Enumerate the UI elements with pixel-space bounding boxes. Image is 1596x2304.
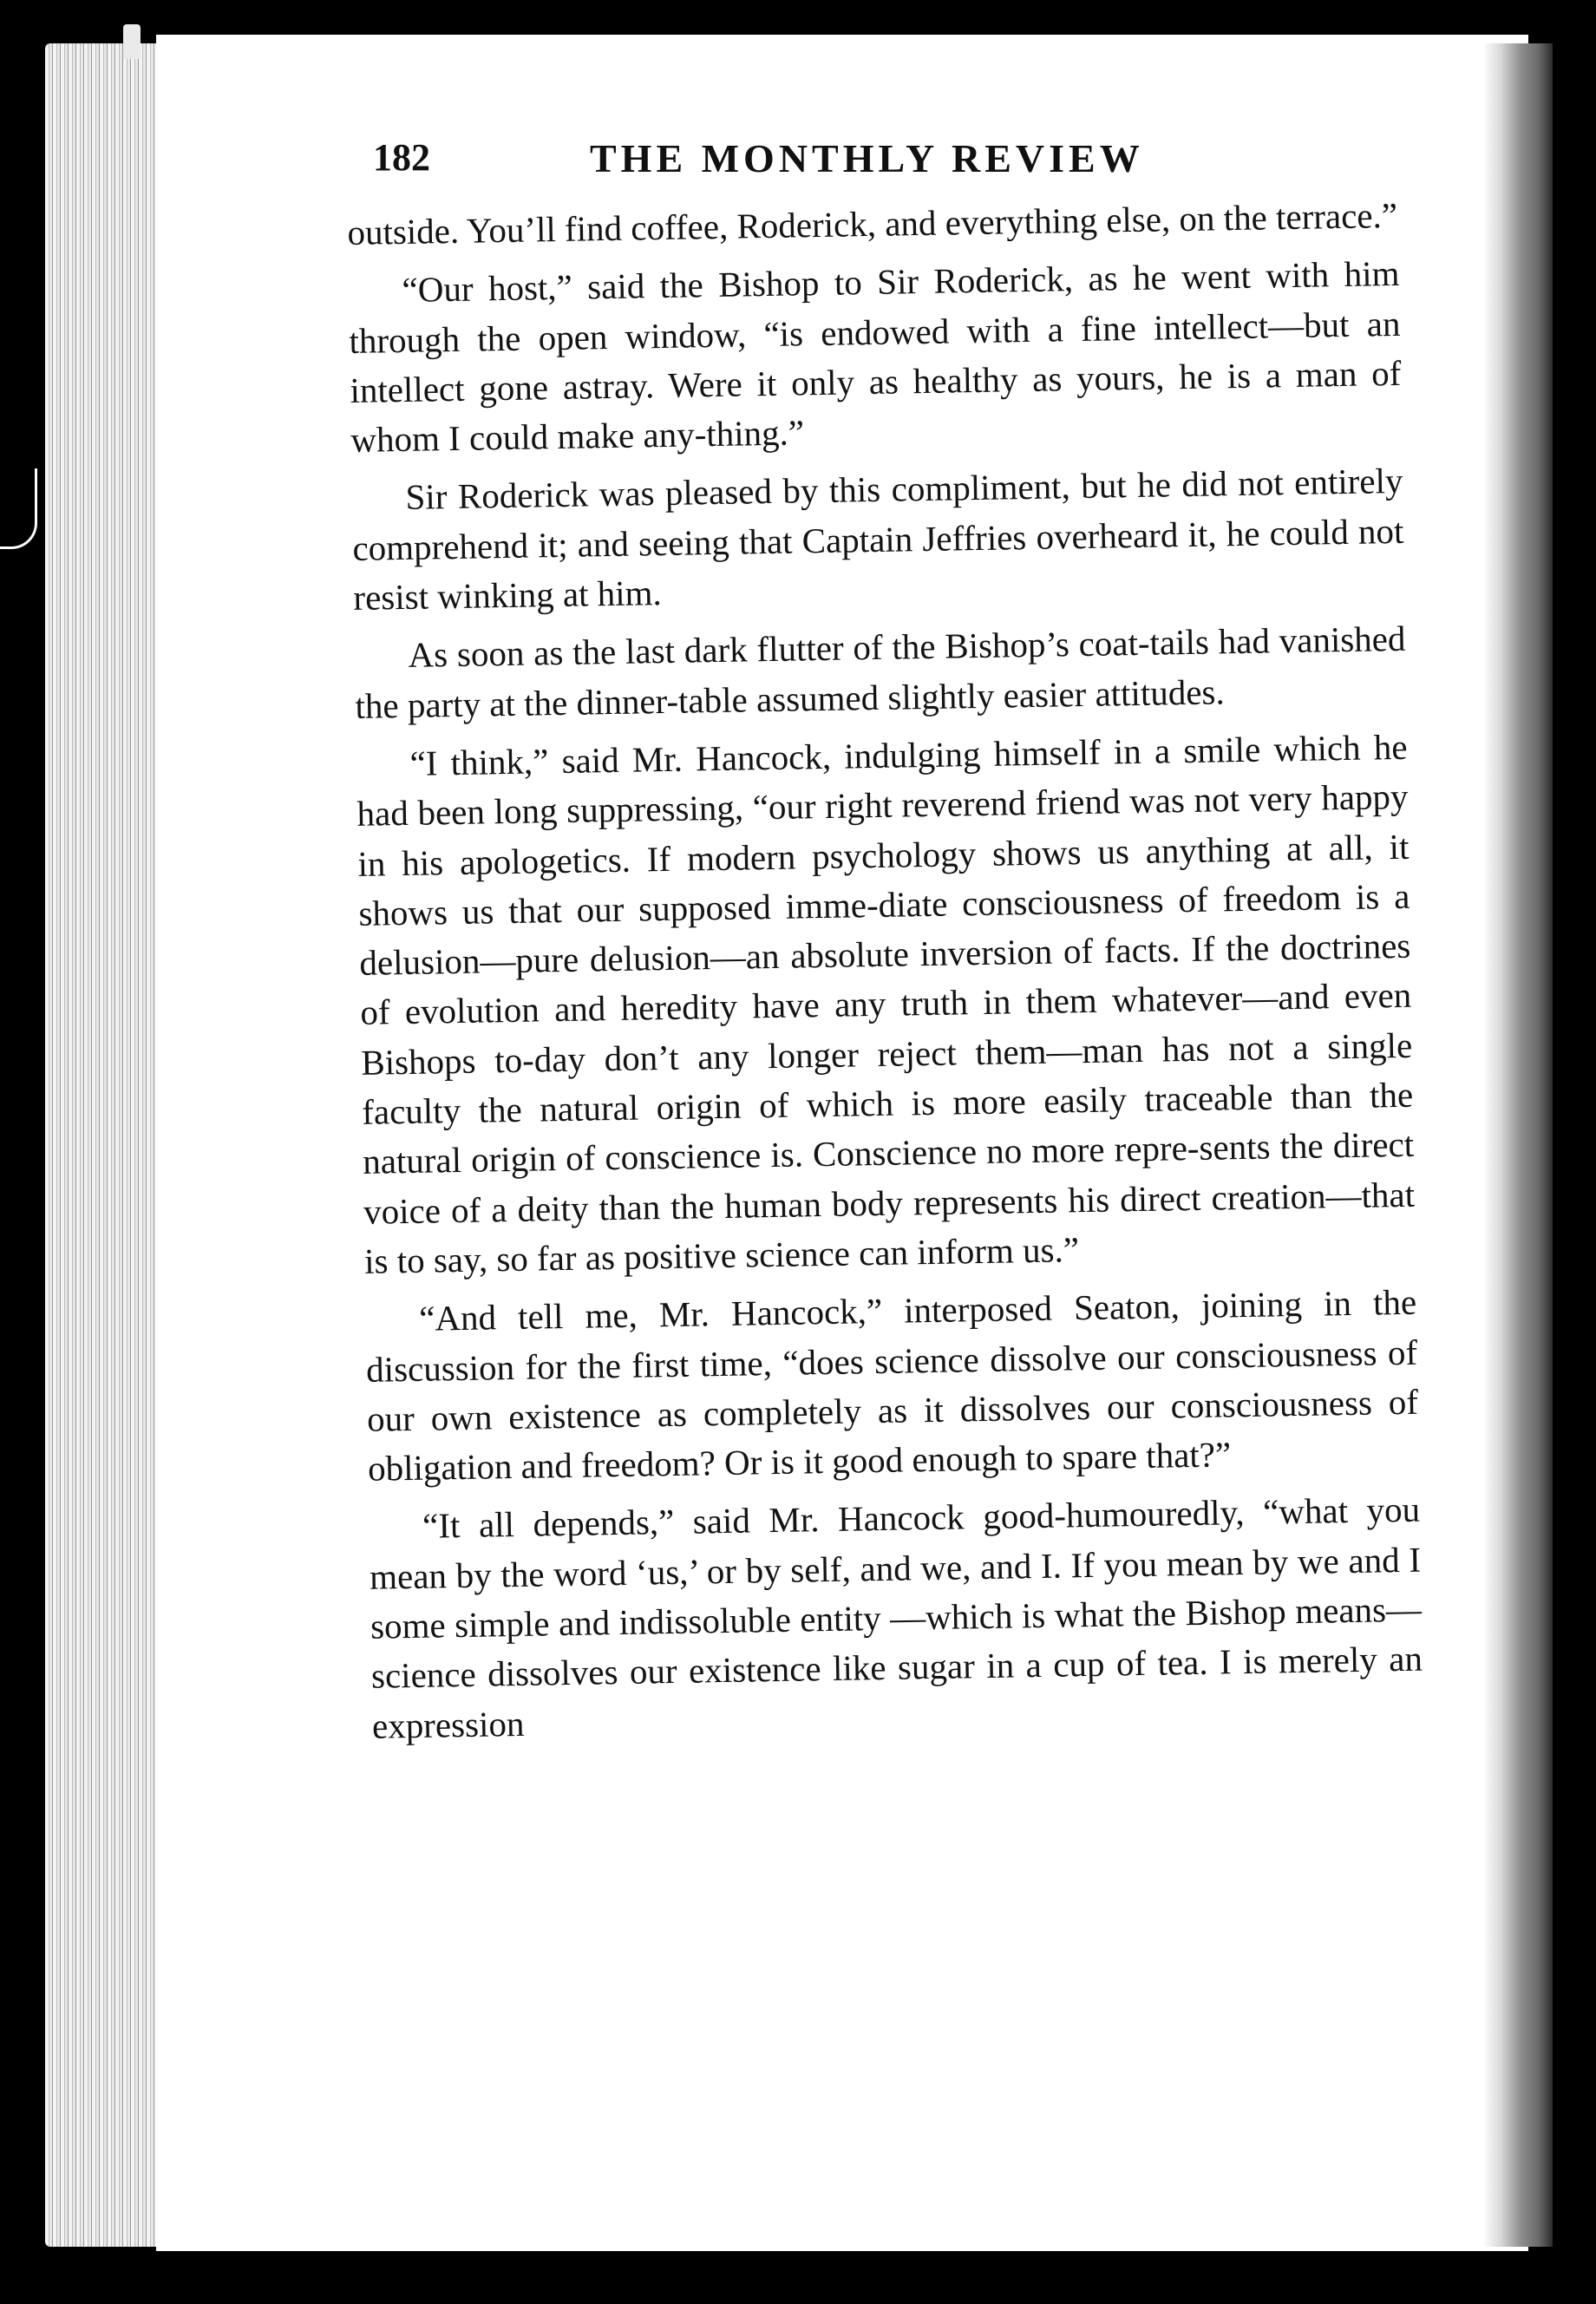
paragraph-3: Sir Roderick was pleased by this compliment, but he did not entirely comprehend it; and seeing that Captain Jeffries overheard it, he could not resist winking at him. xyxy=(352,461,1404,619)
paragraph-2: “Our host,” said the Bishop to Sir Roderick, as he went with him through the open window, “is endowed with a fine intellect—but an intellect gone astray. Were it only as healthy as yours, he is a man of whom I could make any-thing.” xyxy=(349,253,1402,461)
paragraph-4: As soon as the last dark flutter of the Bishop’s coat-tails had vanished the party at the dinner-table assumed slightly easier attitudes. xyxy=(355,619,1406,726)
body-text xyxy=(347,191,1423,1760)
page-edge-tab xyxy=(123,24,141,59)
paragraph-6: “And tell me, Mr. Hancock,” interposed Seaton, joining in the discussion for the first time, “does science dissolve our consciousness of our own existence as completely as it dissolves our consciousness of obligation and freedom? Or is it good enough to spare that?” xyxy=(365,1281,1419,1489)
paragraph-7: “It all depends,” said Mr. Hancock good-humouredly, “what you mean by the word ‘us,’ or by self, and we, and I. If you mean by we and I some simple and indissoluble entity —which is what the Bishop means—science dissolves our existence like sugar in a cup of tea. I is merely an expression xyxy=(369,1489,1423,1746)
paragraph-5: “I think,” said Mr. Hancock, indulging himself in a smile which he had been long suppressing, “our right reverend friend was not very happy in his apologetics. If modern psychology shows us anything at all, it shows us that our supposed imme-diate consciousness of freedom is a delusion—pure delusion—an absolute inversion of facts. If the doctrines of evolution and heredity have any truth in them whatever—and even Bishops to-day don’t any longer reject them—man has not a single faculty the natural origin of which is more easily traceable than the natural origin of conscience is. Conscience no more repre-sents the direct voice of a deity than the human body represents his direct creation—that is to say, so far as positive science can inform us.” xyxy=(356,726,1416,1281)
paragraph-1: outside. You’ll find coffee, Roderick, and everything else, on the terrace.” xyxy=(347,194,1398,252)
page-gutter-shadow xyxy=(1483,43,1553,2247)
book-page-edges xyxy=(45,43,162,2247)
running-title: THE MONTHLY REVIEW xyxy=(590,136,1144,180)
scan-edge-mark xyxy=(0,468,37,549)
page-number: 182 xyxy=(373,136,430,179)
running-head xyxy=(373,135,1410,196)
